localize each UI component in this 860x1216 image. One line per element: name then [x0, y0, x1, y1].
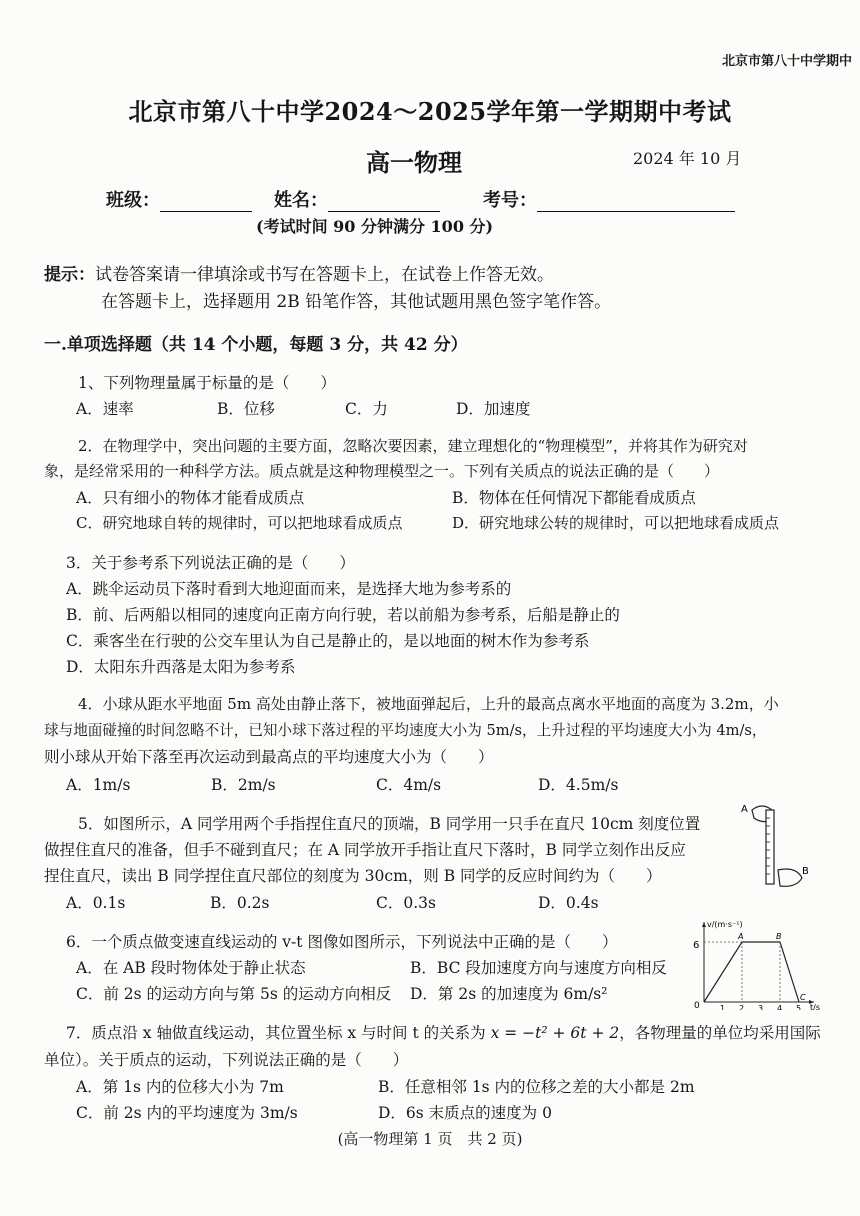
exam-title: 北京市第八十中学2024～2025学年第一学期期中考试 — [128, 97, 732, 126]
exam-duration: (考试时间 90 分钟满分 100 分) — [256, 217, 494, 236]
name-blank — [328, 193, 440, 212]
q6-option-c: C．前 2s 的运动方向与第 5s 的运动方向相反 — [76, 985, 392, 1003]
q1-option-d: D．加速度 — [456, 400, 531, 418]
q3-option-b: B．前、后两船以相同的速度向正南方向行驶，若以前船为参考系，后船是静止的 — [66, 606, 620, 624]
q4-line-1: 4．小球从距水平地面 5m 高处由静止落下，被地面弹起后，上升的最高点离水平地面的高度为 3.2m，小 — [78, 695, 779, 713]
origin-label: 0 — [694, 1001, 700, 1010]
q2-option-c: C．研究地球自转的规律时，可以把地球看成质点 — [76, 514, 403, 532]
q7-option-d: D．6s 末质点的速度为 0 — [378, 1104, 552, 1122]
q2-option-a: A．只有细小的物体才能看成质点 — [76, 489, 305, 507]
q5-option-b: B．0.2s — [210, 894, 270, 912]
q5-option-c: C．0.3s — [376, 894, 436, 912]
x-tick-1: 1 — [720, 1004, 726, 1010]
y-axis-label: v/(m·s⁻¹) — [707, 920, 743, 929]
q6-option-b: B．BC 段加速度方向与速度方向相反 — [410, 959, 667, 977]
q5-option-d: D．0.4s — [538, 894, 599, 912]
q5-option-a: A．0.1s — [66, 894, 126, 912]
section-title: 一.单项选择题（共 14 个小题，每题 3 分，共 42 分） — [44, 335, 468, 355]
vt-graph — [686, 916, 826, 1010]
q2-option-d: D．研究地球公转的规律时，可以把地球看成质点 — [452, 514, 780, 532]
subject-title: 高一物理 — [366, 148, 462, 177]
class-field — [106, 186, 252, 212]
x-axis-label: t/s — [810, 1003, 820, 1010]
q1-option-c: C．力 — [345, 400, 388, 418]
header-tag: 北京市第八十中学期中 — [721, 54, 852, 69]
q6-option-a: A．在 AB 段时物体处于静止状态 — [76, 959, 306, 977]
page-footer: (高一物理第 1 页 共 2 页) — [337, 1130, 523, 1148]
x-tick-2: 2 — [739, 1004, 745, 1010]
q7-option-b: B．任意相邻 1s 内的位移之差的大小都是 2m — [378, 1078, 695, 1096]
q7-option-a: A．第 1s 内的位移大小为 7m — [76, 1078, 284, 1096]
q3-option-d: D．太阳东升西落是太阳为参考系 — [66, 658, 296, 676]
q1-stem: 1、下列物理量属于标量的是（ ） — [78, 374, 336, 392]
notice-line-1 — [44, 260, 554, 285]
x-tick-5: 5 — [796, 1004, 802, 1010]
name-field — [274, 186, 440, 212]
class-blank — [160, 193, 252, 212]
q5-line-3: 捏住直尺，读出 B 同学捏住直尺部位的刻度为 30cm，则 B 同学的反应时间约为（ ） — [44, 867, 662, 885]
q4-line-3: 则小球从开始下落至再次运动到最高点的平均速度大小为（ ） — [44, 748, 494, 766]
q5-line-1: 5．如图所示，A 同学用两个手指捏住直尺的顶端，B 同学用一只手在直尺 10cm 刻度位置 — [78, 815, 701, 833]
point-label-b: B — [776, 932, 782, 941]
vt-series-line — [704, 942, 799, 1002]
y-axis-arrow-icon — [702, 922, 706, 927]
hand-b-icon — [778, 869, 802, 886]
q7-text-1a: 7．质点沿 x 轴做直线运动，其位置坐标 x 与时间 t 的关系为 — [66, 1024, 486, 1042]
notice-text-1: 试卷答案请一律填涂或书写在答题卡上，在试卷上作答无效。 — [95, 265, 554, 285]
q4-option-a: A．1m/s — [66, 776, 131, 794]
q6-option-d: D．第 2s 的加速度为 6m/s² — [410, 985, 608, 1003]
q7-text-1b: ，各物理量的单位均采用国际 — [619, 1024, 821, 1042]
name-label: 姓名： — [274, 190, 328, 211]
q7-line-2: 单位）。关于质点的运动，下列说法正确的是（ ） — [44, 1051, 409, 1069]
q6-stem: 6．一个质点做变速直线运动的 v-t 图像如图所示，下列说法中正确的是（ ） — [66, 933, 618, 951]
y-tick-6: 6 — [693, 940, 700, 951]
id-label: 考号： — [483, 190, 537, 211]
class-label: 班级： — [106, 190, 160, 211]
q4-option-c: C．4m/s — [376, 776, 442, 794]
q1-option-a: A．速率 — [76, 400, 134, 418]
q2-option-b: B．物体在任何情况下都能看成质点 — [452, 489, 696, 507]
q2-line-1: 2．在物理学中，突出问题的主要方面，忽略次要因素，建立理想化的“物理模型”，并将其作为研究对 — [78, 437, 748, 455]
q4-option-d: D．4.5m/s — [538, 776, 619, 794]
q4-option-b: B．2m/s — [211, 776, 276, 794]
exam-date: 2024 年 10 月 — [633, 149, 742, 168]
x-tick-3: 3 — [758, 1004, 764, 1010]
q4-line-2: 球与地面碰撞的时间忽略不计，已知小球下落过程的平均速度大小为 5m/s，上升过程的平均速度大小为 4m/s， — [44, 722, 767, 739]
id-field — [483, 186, 735, 212]
q3-option-c: C．乘客坐在行驶的公交车里认为自己是静止的，是以地面的树木作为参考系 — [66, 632, 590, 650]
q2-line-2: 象，是经常采用的一种科学方法。质点就是这种物理模型之一。下列有关质点的说法正确的是（ ） — [44, 462, 720, 480]
q5-line-2: 做捏住直尺的准备，但手不碰到直尺；在 A 同学放开手指让直尺下落时，B 同学立刻作出反应 — [44, 841, 686, 859]
point-label-a: A — [738, 932, 744, 941]
notice-label: 提示： — [44, 265, 95, 285]
x-tick-4: 4 — [777, 1004, 783, 1010]
q7-formula: x = −t² + 6t + 2 — [490, 1024, 620, 1042]
q7-option-c: C．前 2s 内的平均速度为 3m/s — [76, 1104, 298, 1122]
q3-stem: 3．关于参考系下列说法正确的是（ ） — [66, 554, 355, 572]
q1-option-b: B．位移 — [217, 400, 275, 418]
point-label-c: C — [800, 993, 806, 1002]
id-blank — [537, 193, 735, 212]
notice-line-2: 在答题卡上，选择题用 2B 铅笔作答，其他试题用黑色签字笔作答。 — [101, 292, 612, 312]
q7-line-1 — [66, 1021, 821, 1043]
figure-label-a: A — [741, 804, 748, 815]
q3-option-a: A．跳伞运动员下落时看到大地迎面而来，是选择大地为参考系的 — [66, 580, 512, 598]
ruler-icon — [766, 810, 774, 884]
figure-label-b: B — [802, 866, 809, 877]
ruler-figure — [738, 796, 814, 896]
